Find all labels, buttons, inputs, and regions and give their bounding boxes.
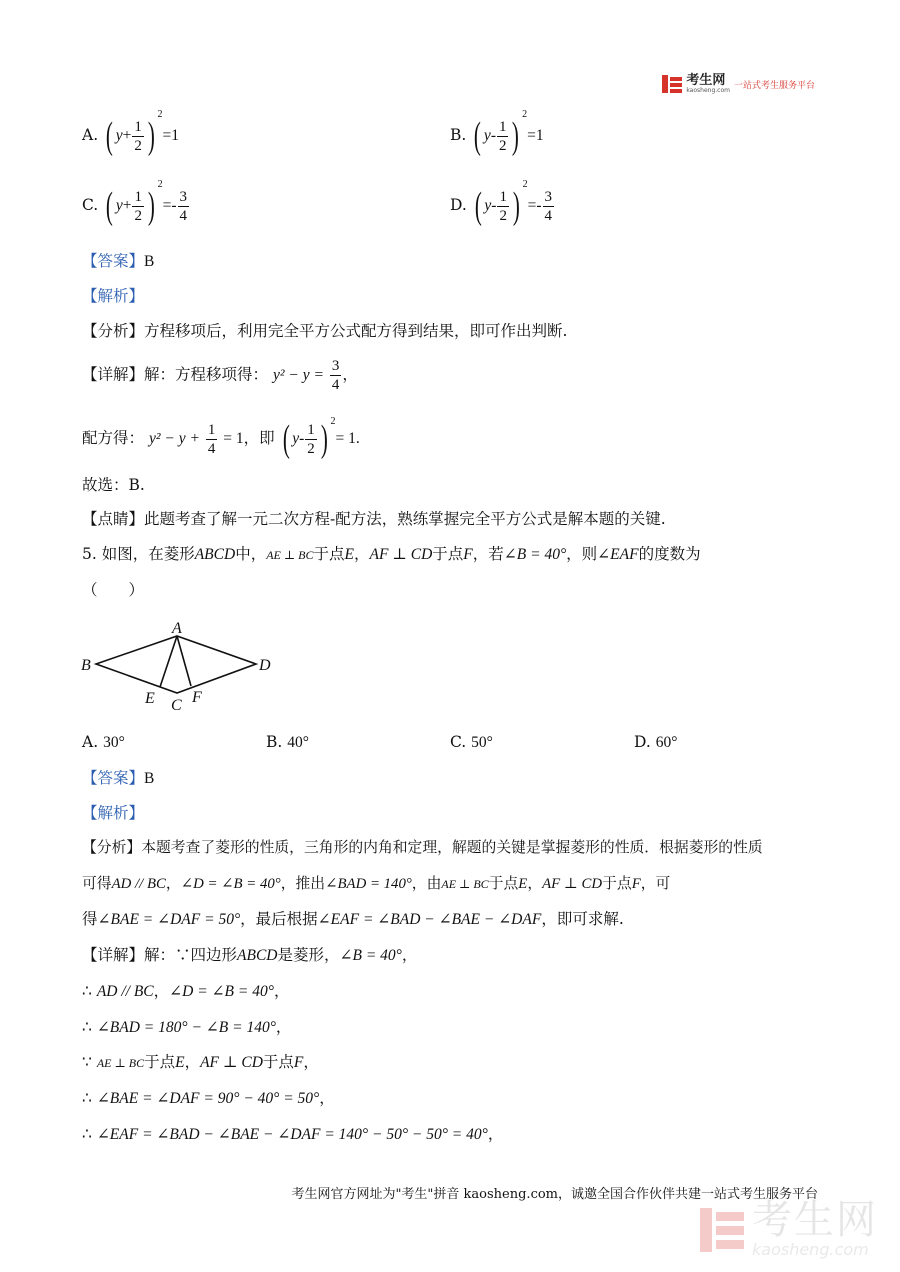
q5-paren: （ ） bbox=[82, 581, 145, 599]
label-e: E bbox=[145, 690, 155, 707]
q4-dianjing: 【点睛】此题考查了解一元二次方程-配方法，熟练掌握完全平方公式是解本题的关键. bbox=[82, 510, 666, 528]
q5-option-c: C. 50° bbox=[450, 733, 493, 751]
q4-guxuan: 故选：B. bbox=[82, 476, 145, 494]
q5-option-b: B. 40° bbox=[266, 733, 309, 751]
q5-xiangjie-line3: ∴ ∠BAD = 180° − ∠B = 140°， bbox=[82, 1018, 292, 1036]
q4-option-b: B. ( y- $\frac{1}{2}$ )$^2$=1 bbox=[450, 109, 544, 157]
watermark-sub: kaosheng.com bbox=[752, 1240, 869, 1259]
q4-analysis-label: 【解析】 bbox=[82, 287, 145, 305]
q4-option-c: C. ( y+ $\frac{1}{2}$ )$^2$=- $\frac{3}{4}$ bbox=[82, 179, 188, 227]
segment-af bbox=[177, 636, 191, 686]
q5-option-a: A. 30° bbox=[82, 733, 125, 751]
q4-answer: 【答案】B bbox=[82, 252, 155, 270]
q5-fenxi-line1: 【分析】本题考查了菱形的性质，三角形的内角和定理，解题的关键是掌握菱形的性质．根据菱形的性质 bbox=[82, 839, 763, 856]
label-c: C bbox=[171, 697, 182, 714]
logo-icon bbox=[662, 75, 682, 93]
q4-xiangjie: 【详解】解：方程移项得： y² − y = $\frac{3}{4}$ ， bbox=[82, 358, 358, 393]
q5-xiangjie-line2: ∴ AD // BC，∠D = ∠B = 40°， bbox=[82, 982, 290, 1000]
q5-answer: 【答案】B bbox=[82, 769, 155, 787]
rhombus-outline bbox=[96, 636, 256, 693]
label-d: D bbox=[259, 657, 271, 674]
q5-fenxi-line2: 可得AD // BC，∠D = ∠B = 40°，推出∠BAD = 140°，由AE ⊥ BC于点E，AF ⊥ CD于点F，可 bbox=[82, 875, 671, 892]
q5-fenxi-line3: 得∠BAE = ∠DAF = 50°，最后根据∠EAF = ∠BAD − ∠BAE − ∠DAF，即可求解. bbox=[82, 910, 624, 928]
q4-option-a: A. ( y+ $\frac{1}{2}$ )$^2$=1 bbox=[82, 109, 180, 157]
watermark-icon bbox=[700, 1208, 744, 1252]
label-b: B bbox=[81, 657, 91, 674]
q4-peifang: 配方得： y² − y + $\frac{1}{4}$ = 1，即 ( y- $\frac{1}{2}$ ) $^2$= 1. bbox=[82, 416, 360, 460]
label-f: F bbox=[192, 689, 202, 706]
q5-xiangjie-line1: 【详解】解：∵四边形ABCD是菱形，∠B = 40°， bbox=[82, 946, 418, 964]
segment-ae bbox=[160, 636, 177, 687]
q5-xiangjie-line5: ∴ ∠BAE = ∠DAF = 90° − 40° = 50°， bbox=[82, 1089, 335, 1107]
q4-fenxi: 【分析】方程移项后，利用完全平方公式配方得到结果，即可作出判断. bbox=[82, 322, 568, 340]
header-logo bbox=[662, 74, 815, 94]
q5-xiangjie-line4: ∵ AE ⊥ BC于点E，AF ⊥ CD于点F， bbox=[82, 1053, 319, 1071]
q5-option-d: D. 60° bbox=[634, 733, 678, 751]
watermark-text: 考生网 bbox=[752, 1197, 878, 1243]
q5-xiangjie-line6: ∴ ∠EAF = ∠BAD − ∠BAE − ∠DAF = 140° − 50° − 50° = 40°， bbox=[82, 1125, 504, 1143]
watermark bbox=[700, 1197, 878, 1259]
q4-option-d: D. ( y- $\frac{1}{2}$ )$^2$=- $\frac{3}{4}$ bbox=[450, 179, 553, 227]
footer-note: 考生网官方网址为"考生"拼音 kaosheng.com，诚邀全国合作伙伴共建一站式考生服务平台 bbox=[291, 1187, 818, 1202]
logo-slogan: 一站式考生服务平台 bbox=[733, 80, 815, 91]
rhombus-figure bbox=[78, 615, 288, 715]
q5-analysis-label: 【解析】 bbox=[82, 804, 145, 822]
q5-stem: 5. 如图，在菱形ABCD中，AE ⊥ BC于点E，AF ⊥ CD于点F，若∠B = 40°，则∠EAF的度数为 bbox=[82, 545, 701, 563]
logo-sub: kaosheng.com bbox=[686, 87, 730, 94]
label-a: A bbox=[172, 620, 182, 637]
logo-text: 考生网 bbox=[686, 73, 726, 88]
